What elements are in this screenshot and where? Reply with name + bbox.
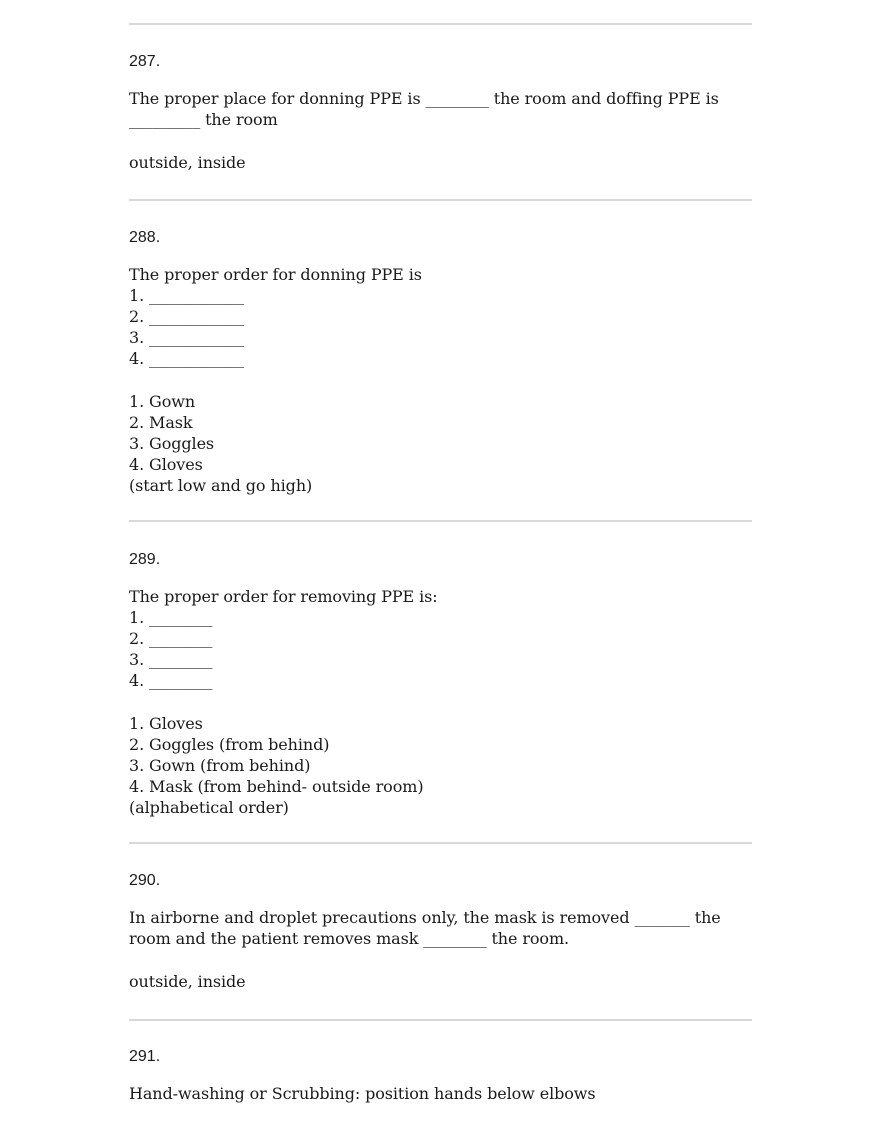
answer-line: 4. Gloves (129, 455, 203, 474)
question-line: 4. ____________ (129, 349, 244, 368)
answer-line: 1. Gown (129, 392, 196, 411)
card-number: 287. (129, 53, 161, 70)
card-question (129, 88, 752, 130)
flashcard-287 (129, 52, 752, 173)
question-line: Hand-washing or Scrubbing: position hands below elbows (129, 1084, 596, 1103)
question-line: _________ the room (129, 110, 278, 129)
flashcard-289 (129, 550, 752, 818)
question-line: room and the patient removes mask ________ the room. (129, 929, 570, 948)
card-answer (129, 391, 752, 496)
divider (129, 23, 752, 25)
card-question (129, 264, 752, 369)
divider (129, 1019, 752, 1021)
card-number: 288. (129, 229, 161, 246)
card-question (129, 907, 752, 949)
answer-line: 1. Gloves (129, 714, 203, 733)
answer-line: outside, inside (129, 153, 246, 172)
question-line: 1. ________ (129, 608, 213, 627)
question-line: 3. ____________ (129, 328, 244, 347)
card-question (129, 586, 752, 691)
card-answer (129, 152, 752, 173)
flashcard-290 (129, 871, 752, 992)
question-line: The proper order for removing PPE is: (129, 587, 438, 606)
question-line: In airborne and droplet precautions only, the mask is removed _______ the (129, 908, 721, 927)
answer-line: 4. Mask (from behind- outside room) (129, 777, 424, 796)
card-number: 289. (129, 551, 161, 568)
card-answer (129, 971, 752, 992)
question-line: 1. ____________ (129, 286, 244, 305)
question-line: The proper place for donning PPE is ________ the room and doffing PPE is (129, 89, 719, 108)
divider (129, 842, 752, 844)
card-answer (129, 713, 752, 818)
answer-line: 2. Goggles (from behind) (129, 735, 330, 754)
question-line: 3. ________ (129, 650, 213, 669)
question-line: 4. ________ (129, 671, 213, 690)
answer-line: outside, inside (129, 972, 246, 991)
question-line: 2. ________ (129, 629, 213, 648)
question-line: 2. ____________ (129, 307, 244, 326)
card-number: 291. (129, 1048, 161, 1065)
question-line: The proper order for donning PPE is (129, 265, 422, 284)
answer-line: (start low and go high) (129, 476, 313, 495)
card-question (129, 1083, 752, 1104)
answer-line: (alphabetical order) (129, 798, 289, 817)
divider (129, 199, 752, 201)
answer-line: 2. Mask (129, 413, 193, 432)
flashcard-291 (129, 1047, 752, 1104)
divider (129, 520, 752, 522)
flashcard-288 (129, 228, 752, 496)
card-number: 290. (129, 872, 161, 889)
answer-line: 3. Goggles (129, 434, 215, 453)
answer-line: 3. Gown (from behind) (129, 756, 311, 775)
